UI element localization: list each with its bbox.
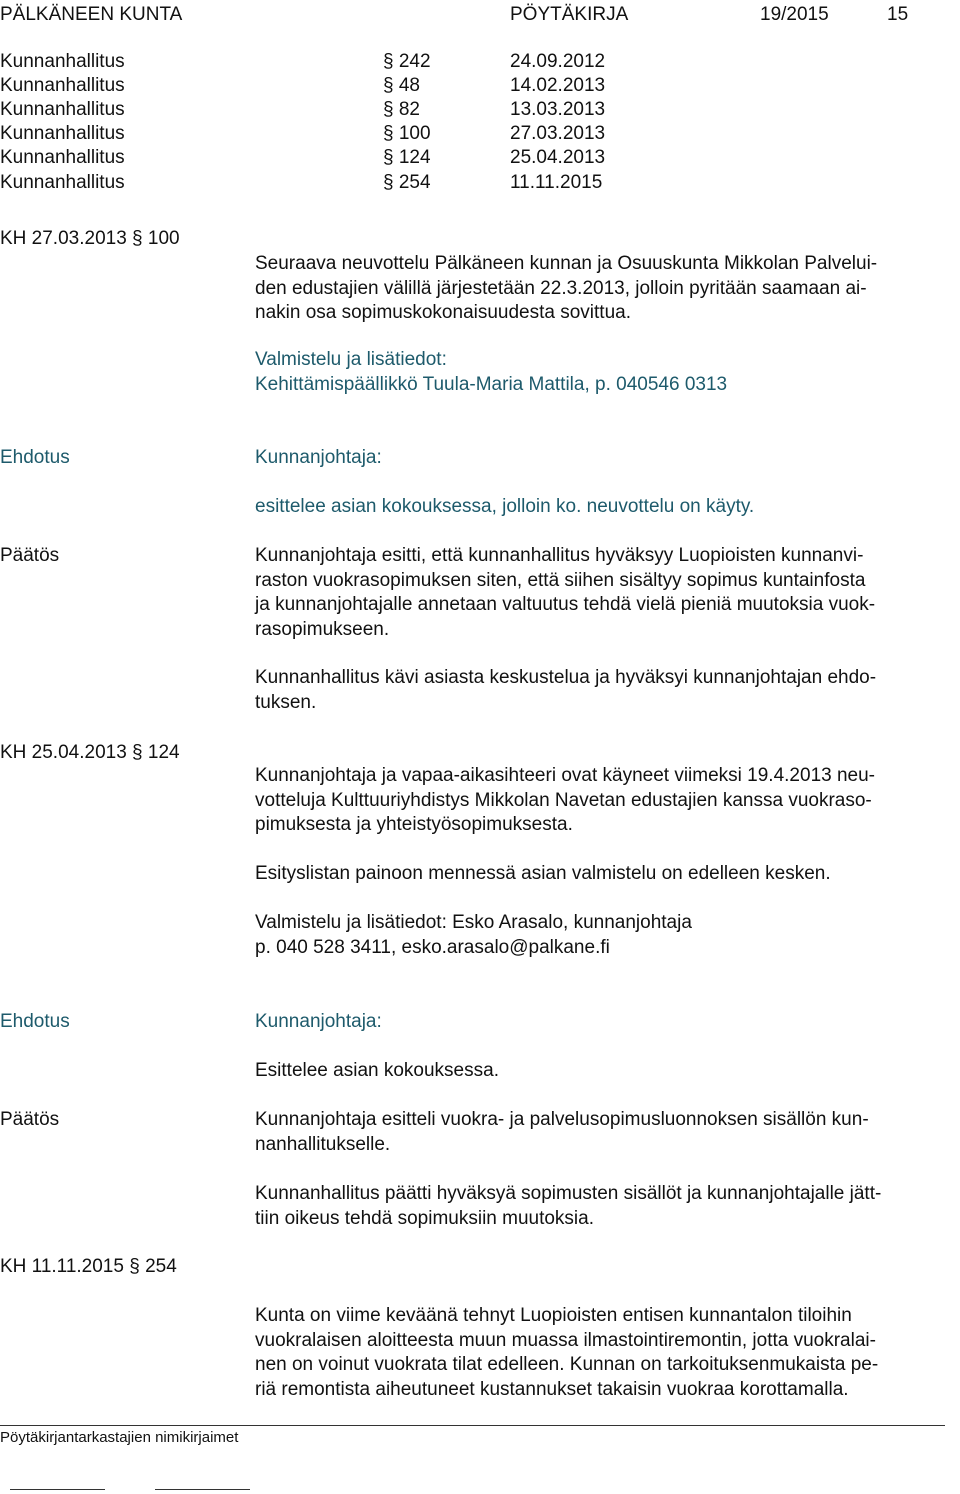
section-heading: KH 25.04.2013 § 124 xyxy=(0,742,180,763)
history-row-section: § 48 xyxy=(383,75,420,96)
text-line: den edustajien välillä järjestetään 22.3.2013, jolloin pyritään saamaan ai- xyxy=(255,277,867,299)
text-line: rasopimukseen. xyxy=(255,618,390,640)
proposal-label: Ehdotus xyxy=(0,447,70,468)
decision-label: Päätös xyxy=(0,545,60,566)
section-heading: KH 27.03.2013 § 100 xyxy=(0,228,180,249)
history-row-section: § 254 xyxy=(383,172,431,193)
history-row-date: 13.03.2013 xyxy=(510,99,606,120)
signature-line xyxy=(10,1489,105,1490)
proposal-author: Kunnanjohtaja: xyxy=(255,447,382,468)
history-row-section: § 242 xyxy=(383,51,431,72)
history-row-section: § 82 xyxy=(383,99,420,120)
history-row-body: Kunnanhallitus xyxy=(0,172,125,193)
decision-text-2 xyxy=(255,666,955,715)
text-line: raston vuokrasopimuksen siten, että siihen sisältyy sopimus kuntainfosta xyxy=(255,569,866,591)
text-line: Seuraava neuvottelu Pälkäneen kunnan ja Osuuskunta Mikkolan Palvelui- xyxy=(255,253,878,274)
text-line: Valmistelu ja lisätiedot: xyxy=(255,349,447,370)
text-line: riä remontista aiheutuneet kustannukset takaisin vuokraa korottamalla. xyxy=(255,1378,849,1400)
history-row-date: 11.11.2015 xyxy=(510,172,603,193)
header-municipality: PÄLKÄNEEN KUNTA xyxy=(0,4,183,25)
text-line: ja kunnanjohtajalle annetaan valtuutus tehdä vielä pieniä muutoksia vuok- xyxy=(255,594,876,615)
text-line: Kunnanjohtaja esitteli vuokra- ja palvelusopimusluonnoksen sisällön kun- xyxy=(255,1109,869,1130)
text-line: Valmistelu ja lisätiedot: Esko Arasalo, kunnanjohtaja xyxy=(255,912,692,933)
header-page-number: 15 xyxy=(887,4,909,25)
preparation-info xyxy=(255,911,955,960)
section-heading: KH 11.11.2015 § 254 xyxy=(0,1256,177,1277)
text-line: tuksen. xyxy=(255,691,317,713)
signature-line xyxy=(155,1489,250,1490)
history-row-body: Kunnanhallitus xyxy=(0,75,125,96)
footer-divider xyxy=(0,1425,945,1426)
header-doc-type: PÖYTÄKIRJA xyxy=(510,4,629,25)
section-intro xyxy=(255,1304,955,1402)
text-line: p. 040 528 3411, esko.arasalo@palkane.fi xyxy=(255,936,610,958)
text-line: nanhallitukselle. xyxy=(255,1133,391,1155)
history-row-section: § 100 xyxy=(383,123,431,144)
status-text: Esityslistan painoon mennessä asian valmistelu on edelleen kesken. xyxy=(255,863,831,884)
section-intro xyxy=(255,252,955,326)
decision-text xyxy=(255,544,955,642)
text-line: Kehittämispäällikkö Tuula-Maria Mattila, p. 040546 0313 xyxy=(255,373,728,395)
text-line: votteluja Kulttuuriyhdistys Mikkolan Navetan edustajien kanssa vuokraso- xyxy=(255,789,872,811)
history-row-body: Kunnanhallitus xyxy=(0,51,125,72)
history-row-body: Kunnanhallitus xyxy=(0,147,125,168)
history-row-date: 14.02.2013 xyxy=(510,75,606,96)
text-line: vuokralaisen aloitteesta muun muassa ilmastointiremontin, jotta vuokralai- xyxy=(255,1329,876,1351)
decision-text-2 xyxy=(255,1182,955,1231)
proposal-label: Ehdotus xyxy=(0,1011,70,1032)
history-row-date: 24.09.2012 xyxy=(510,51,606,72)
text-line: Kunnanjohtaja ja vapaa-aikasihteeri ovat käyneet viimeksi 19.4.2013 neu- xyxy=(255,765,876,786)
preparation-info xyxy=(255,348,955,397)
decision-text xyxy=(255,1108,955,1157)
text-line: tiin oikeus tehdä sopimuksiin muutoksia. xyxy=(255,1207,595,1229)
signature-label: Pöytäkirjantarkastajien nimikirjaimet xyxy=(0,1429,239,1446)
history-row-date: 27.03.2013 xyxy=(510,123,606,144)
text-line: Kunnanjohtaja esitti, että kunnanhallitus hyväksyy Luopioisten kunnanvi- xyxy=(255,545,864,566)
proposal-author: Kunnanjohtaja: xyxy=(255,1011,382,1032)
section-intro xyxy=(255,764,955,838)
text-line: nen on voinut vuokrata tilat edelleen. Kunnan on tarkoituksenmukaista pe- xyxy=(255,1354,879,1375)
text-line: Kunnanhallitus päätti hyväksyä sopimusten sisällöt ja kunnanjohtajalle jätt- xyxy=(255,1183,882,1204)
proposal-text: Esittelee asian kokouksessa. xyxy=(255,1060,499,1081)
text-line: pimuksesta ja yhteistyösopimuksesta. xyxy=(255,814,573,835)
history-row-body: Kunnanhallitus xyxy=(0,123,125,144)
header-doc-number: 19/2015 xyxy=(760,4,829,25)
history-row-date: 25.04.2013 xyxy=(510,147,606,168)
history-row-section: § 124 xyxy=(383,147,431,168)
text-line: Kunnanhallitus kävi asiasta keskustelua ja hyväksyi kunnanjohtajan ehdo- xyxy=(255,667,877,688)
proposal-text: esittelee asian kokouksessa, jolloin ko. neuvottelu on käyty. xyxy=(255,496,755,517)
text-line: nakin osa sopimuskokonaisuudesta sovittua. xyxy=(255,302,632,323)
decision-label: Päätös xyxy=(0,1109,60,1130)
history-row-body: Kunnanhallitus xyxy=(0,99,125,120)
text-line: Kunta on viime keväänä tehnyt Luopioisten entisen kunnantalon tiloihin xyxy=(255,1305,852,1326)
